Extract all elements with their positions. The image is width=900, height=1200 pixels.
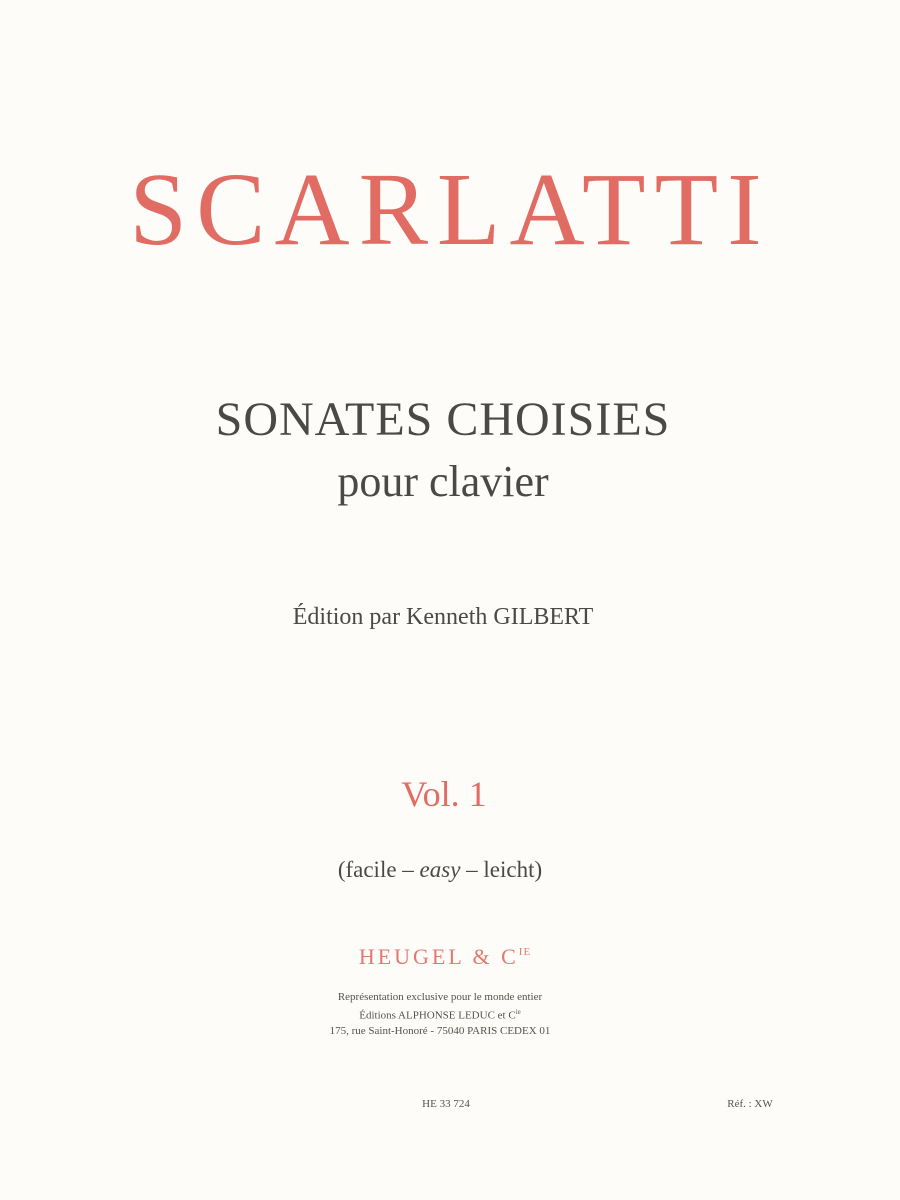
rights-line-1: Représentation exclusive pour le monde entier bbox=[337, 991, 543, 1003]
difficulty-german-part: – leicht) bbox=[460, 857, 543, 882]
publisher-name-text: HEUGEL & C bbox=[358, 944, 519, 969]
publisher-name-superscript: IE bbox=[518, 946, 532, 958]
rights-line-2 bbox=[0, 1005, 880, 1024]
difficulty-level bbox=[0, 855, 880, 885]
rights-line-3: 175, rue Saint-Honoré - 75040 PARIS CEDEX 01 bbox=[329, 1024, 551, 1037]
distribution-rights bbox=[0, 990, 880, 1039]
catalog-number: HE 33 724 bbox=[422, 1098, 470, 1110]
difficulty-english-part: easy bbox=[419, 857, 461, 882]
rights-line-2-superscript: ie bbox=[515, 1008, 521, 1016]
work-subtitle: pour clavier bbox=[337, 457, 549, 506]
volume-label: Vol. 1 bbox=[401, 774, 487, 814]
publisher-name bbox=[0, 938, 890, 971]
work-title: SONATES CHOISIES bbox=[215, 393, 671, 446]
composer-name: SCARLATTI bbox=[129, 152, 771, 267]
rights-line-2-text: Éditions ALPHONSE LEDUC et C bbox=[359, 1009, 516, 1022]
difficulty-french-part: (facile – bbox=[337, 857, 420, 882]
reference-code: Réf. : XW bbox=[727, 1098, 773, 1110]
editor-credit: Édition par Kenneth GILBERT bbox=[292, 604, 594, 630]
